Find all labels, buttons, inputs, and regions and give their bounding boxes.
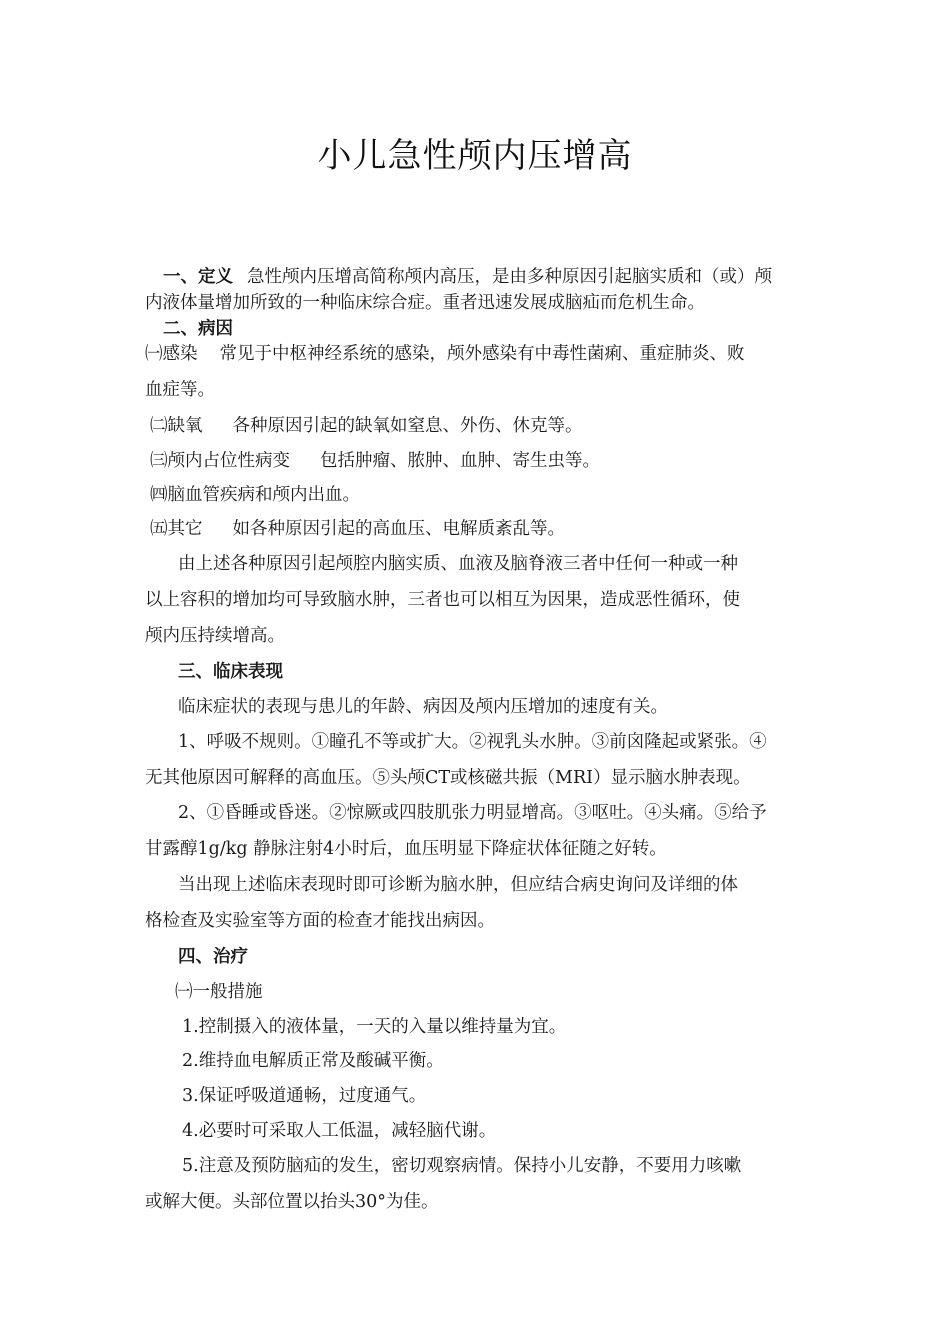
causes-paragraph-line-1: 由上述各种原因引起颅腔内脑实质、血液及脑脊液三者中任何一种或一种: [178, 554, 738, 574]
section-heading-causes: 二、病因: [163, 319, 233, 339]
cause-1-continued: 血症等。: [145, 380, 215, 400]
cause-3-text: 包括肿瘤、脓肿、血肿、寄生虫等。: [320, 451, 600, 471]
measure-1: 1.控制摄入的液体量，一天的入量以维持量为宜。: [182, 1017, 567, 1037]
measure-5-line-1: 5.注意及预防脑疝的发生，密切观察病情。保持小儿安静，不要用力咳嗽: [182, 1156, 742, 1176]
clinical-item-2-line-2: 甘露醇1g/kg 静脉注射4小时后，血压明显下降症状体征随之好转。: [145, 839, 667, 859]
section-heading-treatment: 四、治疗: [178, 947, 248, 967]
measure-4: 4.必要时可采取人工低温，减轻脑代谢。: [182, 1121, 497, 1141]
cause-5-text: 如各种原因引起的高血压、电解质紊乱等。: [232, 519, 565, 539]
definition-line-1: [163, 266, 772, 288]
clinical-paragraph-line-2: 格检查及实验室等方面的检查才能找出病因。: [145, 911, 495, 931]
definition-line-2: 内液体量增加所致的一种临床综合症。重者迅速发展成脑疝而危机生命。: [145, 293, 705, 313]
measure-5-line-2: 或解大便。头部位置以抬头30°为佳。: [145, 1192, 439, 1212]
clinical-item-1-line-1: 1、呼吸不规则。①瞳孔不等或扩大。②视乳头水肿。③前囟隆起或紧张。④: [178, 732, 767, 752]
clinical-item-2-line-1: 2、①昏睡或昏迷。②惊厥或四肢肌张力明显增高。③呕吐。④头痛。⑤给予: [178, 803, 767, 823]
cause-1-text: 常见于中枢神经系统的感染，颅外感染有中毒性菌痢、重症肺炎、败: [219, 344, 745, 364]
cause-1-label: ㈠感染: [145, 344, 198, 364]
section-heading-definition: 一、定义: [163, 267, 233, 287]
page-title: 小儿急性颅内压增高: [317, 136, 633, 176]
measure-2: 2.维持血电解质正常及酸碱平衡。: [182, 1051, 444, 1071]
cause-1-line: [145, 343, 745, 365]
cause-2-text: 各种原因引起的缺氧如窒息、外伤、休克等。: [232, 416, 583, 436]
cause-5-line: [150, 518, 565, 540]
cause-2-label: ㈡缺氧: [150, 416, 203, 436]
clinical-intro: 临床症状的表现与患儿的年龄、病因及颅内压增加的速度有关。: [178, 697, 668, 717]
clinical-paragraph-line-1: 当出现上述临床表现时即可诊断为脑水肿，但应结合病史询问及详细的体: [178, 875, 738, 895]
clinical-item-1-line-2: 无其他原因可解释的高血压。⑤头颅CT或核磁共振（MRI）显示脑水肿表现。: [145, 768, 751, 788]
cause-3-line: [150, 450, 600, 472]
measure-3: 3.保证呼吸道通畅，过度通气。: [182, 1086, 427, 1106]
cause-3-label: ㈢颅内占位性病变: [150, 451, 290, 471]
causes-paragraph-line-3: 颅内压持续增高。: [145, 626, 285, 646]
causes-paragraph-line-2: 以上容积的增加均可导致脑水肿，三者也可以相互为因果，造成恶性循环，使: [145, 590, 740, 610]
cause-5-label: ㈤其它: [150, 519, 203, 539]
cause-4-line: ㈣脑血管疾病和颅内出血。: [150, 485, 360, 505]
definition-text-1: 急性颅内压增高简称颅内高压，是由多种原因引起脑实质和（或）颅: [247, 267, 772, 287]
cause-2-line: [150, 415, 583, 437]
section-heading-clinical: 三、临床表现: [178, 662, 283, 682]
treatment-subheading: ㈠一般措施: [175, 982, 263, 1002]
